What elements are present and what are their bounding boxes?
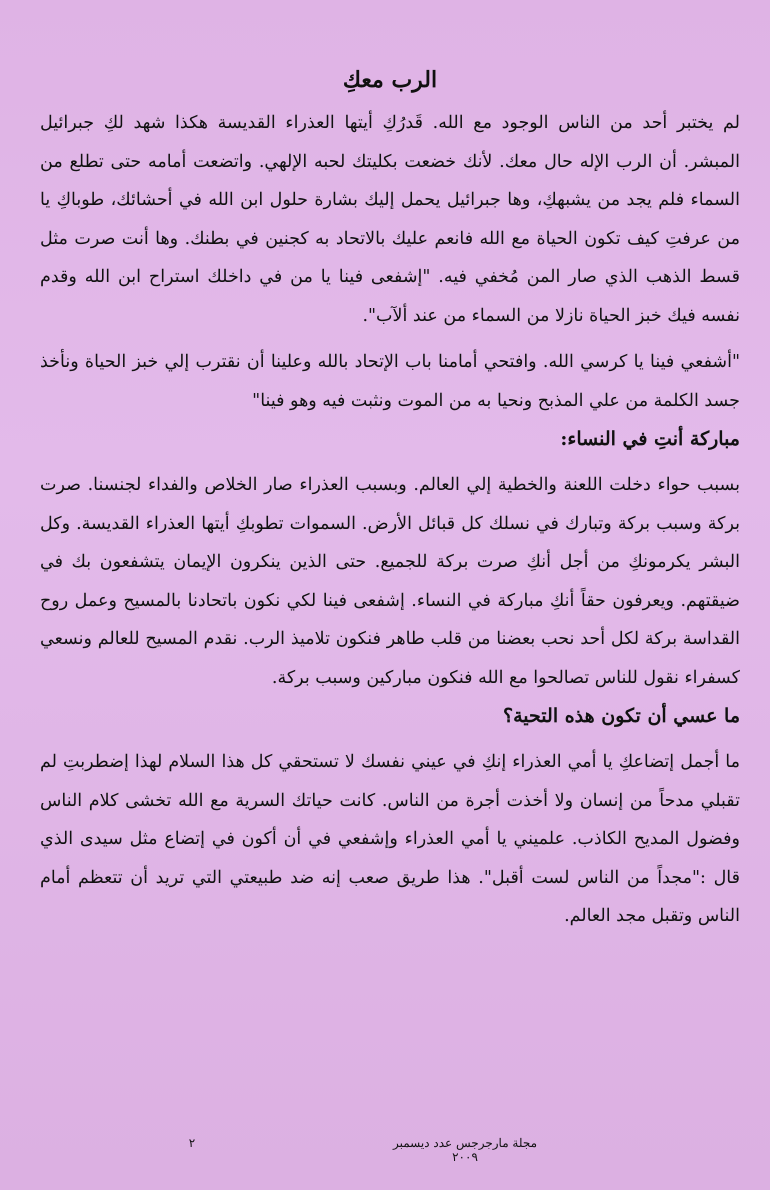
article-title: الرب معكِ bbox=[342, 67, 438, 93]
paragraph-humility: ما أجمل إتضاعكِ يا أمي العذراء إنكِ في عيني نفسك لا تستحقي كل هذا السلام لهذا إضطربتِ لم تقبلي مدحاً من إنسان ولا أخذت أجرة من الناس. كانت حياتك السرية مع الله تخشى كلام الناس وفضول المديح الكاذب. علميني يا أمي العذراء وإشفعي في أن أكون في إتضاع مثل سيدى الذي قال :"مجداً من الناس لست أقبل". هذا طريق صعب إنه ضد طبيعتي التي تريد أن تتعظم أمام الناس وتقبل مجد العالم. bbox=[40, 752, 740, 926]
paragraph-blessed: بسبب حواء دخلت اللعنة والخطية إلي العالم. وبسبب العذراء صار الخلاص والفداء لجنسنا. صرت بركة وسبب بركة وتبارك في نسلك كل قبائل الأرض. السموات تطوبكِ أيتها العذراء القديسة. وكل البشر يكرمونكِ من أجل أنكِ صرت بركة للجميع. حتى الذين ينكرون الإيمان يتشفعون بك في ضيقتهم. ويعرفون حقاً أنكِ مباركة في النساء. إشفعى فينا لكي نكون باتحادنا بالمسيح وعمل روح القداسة بركة لكل أحد نحب بعضنا من قلب طاهر فنكون تلاميذ الرب. نقدم المسيح للعالم ونسعي كسفراء نقول للناس تصالحوا مع الله فنكون مباركين وسبب بركة. bbox=[40, 475, 740, 688]
article-body bbox=[40, 62, 740, 936]
page-number: ٢ bbox=[188, 1136, 196, 1150]
page-footer bbox=[0, 1136, 770, 1164]
paragraph-intro: لم يختبر أحد من الناس الوجود مع الله. قَدرُكِ أيتها العذراء القديسة هكذا شهد لكِ جبرائيل المبشر. أن الرب الإله حال معك. لأنك خضعت بكليتك لحبه الإلهي. واتضعت أمامه حتى تطلع من السماء فلم يجد من يشبهكِ، وها جبرائيل يحمل إليك بشارة حلول ابن الله في أحشائك، طوباكِ يا من عرفتِ كيف تكون الحياة مع الله فانعم عليك بالاتحاد به كجنين في بطنك. وها أنت صرت مثل قسط الذهب الذي صار المن مُخفي فيه. "إشفعى فينا يا من في داخلك استراح ابن الله وقدم نفسه فيك خبز الحياة نازلا من السماء من عند ألآب". bbox=[40, 113, 740, 326]
section-heading-greeting: ما عسي أن تكون هذه التحية؟ bbox=[503, 705, 740, 727]
magazine-issue: مجلة مارجرجس عدد ديسمبر ٢٠٠٩ bbox=[392, 1136, 538, 1164]
section-heading-blessed: مباركة أنتِ في النساء: bbox=[560, 428, 740, 450]
paragraph-prayer: "أشفعي فينا يا كرسي الله. وافتحي أمامنا باب الإتحاد بالله وعلينا أن نقترب إلي خبز الحياة ونأخذ جسد الكلمة من علي المذبح ونحيا به من الموت ونثبت فيه وهو فينا" bbox=[40, 352, 740, 411]
